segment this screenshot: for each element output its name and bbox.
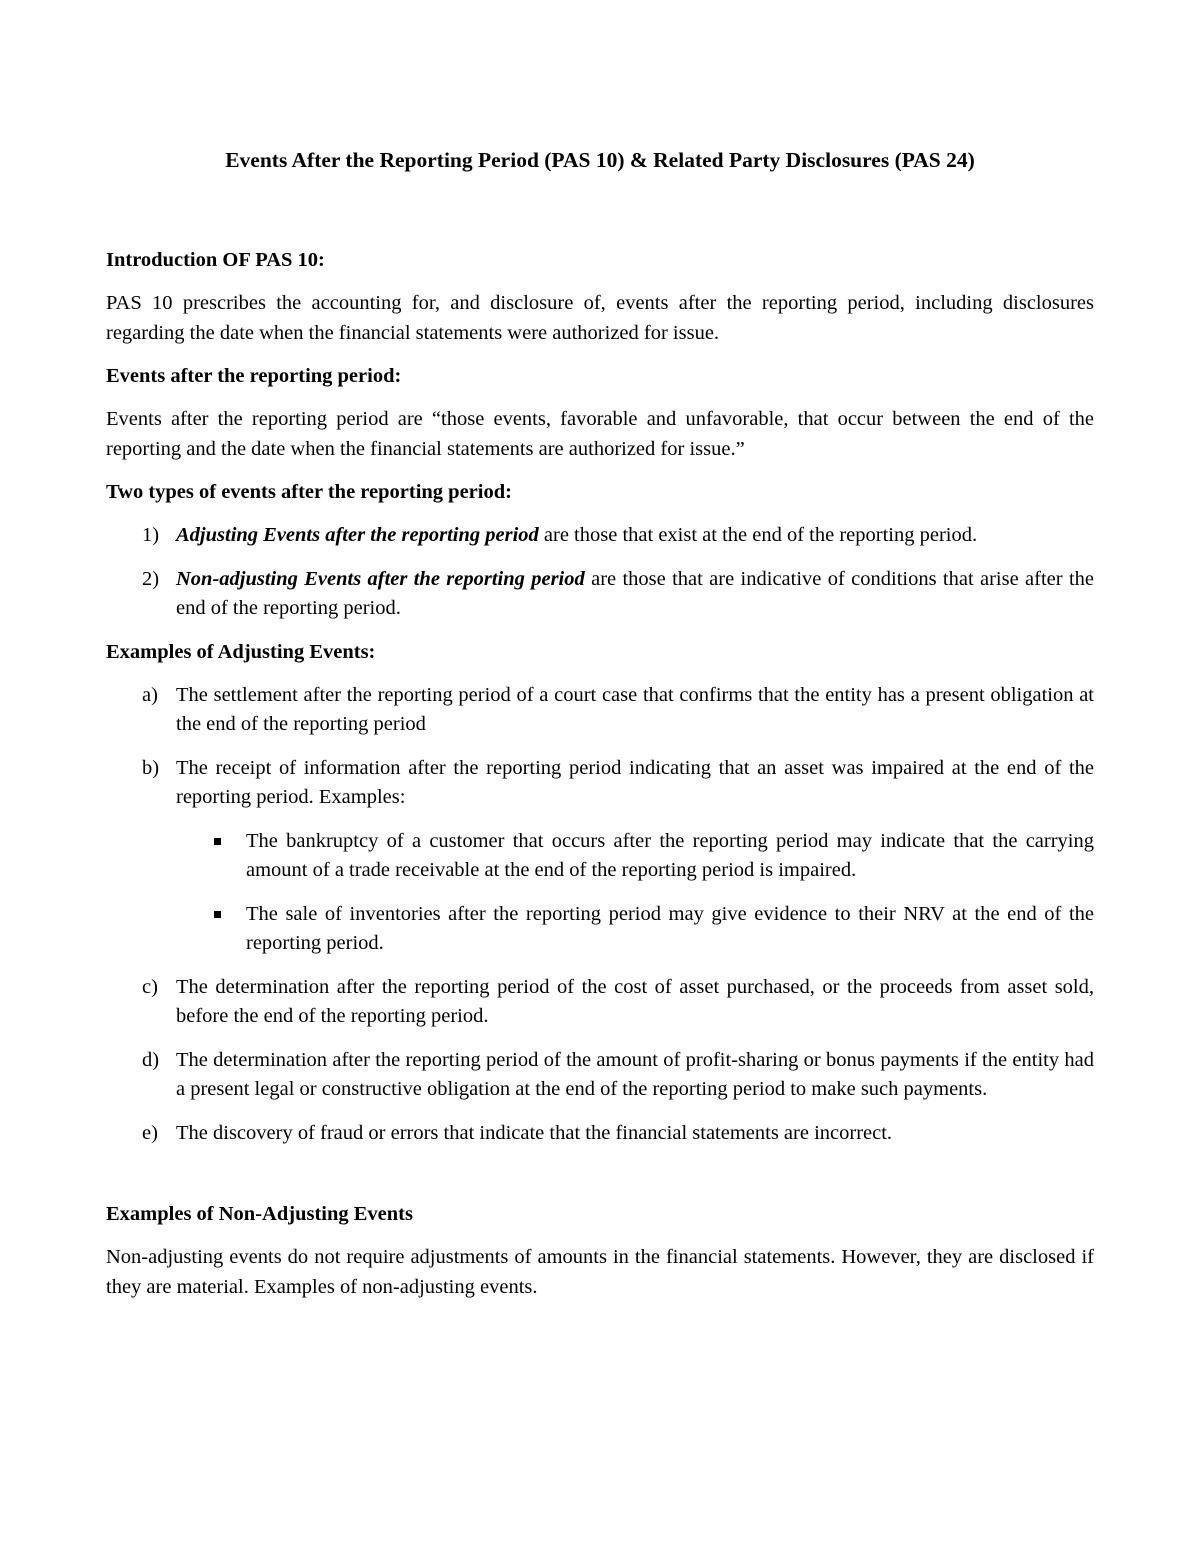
definition-paragraph: Events after the reporting period are “those events, favorable and unfavorable, that occur between the end of the reporting and the date when the financial statements are authorized for issue.” — [106, 408, 1094, 460]
bullet-text: The sale of inventories after the reporting period may give evidence to their NRV at the end of the reporting period. — [246, 902, 1094, 954]
list-item — [106, 1119, 1094, 1149]
term-adjusting: Adjusting Events after the reporting period — [176, 524, 539, 546]
types-heading: Two types of events after the reporting period: — [106, 481, 512, 503]
term-description: are those that exist at the end of the reporting period. — [538, 524, 978, 546]
list-item-text: The determination after the reporting period of the cost of asset purchased, or the proceeds from asset sold, before the end of the reporting period. — [176, 975, 1094, 1027]
list-item-text: The discovery of fraud or errors that indicate that the financial statements are incorrect. — [176, 1121, 893, 1144]
adjusting-examples-list — [106, 681, 1094, 1149]
document-title: Events After the Reporting Period (PAS 10) & Related Party Disclosures (PAS 24) — [225, 148, 975, 172]
list-marker: e) — [142, 1121, 158, 1144]
square-bullet-icon — [214, 838, 221, 845]
list-item — [106, 565, 1094, 624]
square-bullet-icon — [214, 911, 221, 918]
list-marker: 2) — [142, 567, 160, 590]
definition-heading: Events after the reporting period: — [106, 365, 402, 387]
types-list — [106, 521, 1094, 624]
list-item — [106, 973, 1094, 1032]
list-item-text: The determination after the reporting period of the amount of profit-sharing or bonus payments if the entity had a present legal or constructive obligation at the end of the reporting period to make such payments. — [176, 1048, 1094, 1100]
list-item-text: The settlement after the reporting period of a court case that confirms that the entity has a present obligation at the end of the reporting period — [176, 683, 1094, 735]
list-marker: b) — [142, 756, 160, 779]
list-item — [106, 521, 1094, 551]
term-description: are those that are indicative of conditions that arise after the end of the reporting period. — [176, 567, 1094, 619]
sub-bullet-list — [176, 827, 1094, 959]
list-item-text: The receipt of information after the reporting period indicating that an asset was impaired at the end of the reporting period. Examples: — [176, 756, 1094, 808]
list-item — [106, 681, 1094, 740]
bullet-item — [176, 900, 1094, 959]
non-adjusting-paragraph: Non-adjusting events do not require adjustments of amounts in the financial statements. However, they are disclosed if they are material. Examples of non-adjusting events. — [106, 1246, 1094, 1298]
intro-paragraph: PAS 10 prescribes the accounting for, and disclosure of, events after the reporting period, including disclosures regarding the date when the financial statements were authorized for issue. — [106, 292, 1094, 344]
list-marker: d) — [142, 1048, 160, 1071]
list-marker: a) — [142, 683, 158, 706]
list-marker: 1) — [142, 524, 160, 546]
section-spacer — [106, 1162, 1094, 1200]
intro-heading: Introduction OF PAS 10: — [106, 249, 325, 271]
non-adjusting-heading: Examples of Non-Adjusting Events — [106, 1203, 413, 1225]
bullet-item — [176, 827, 1094, 886]
bullet-text: The bankruptcy of a customer that occurs after the reporting period may indicate that the carrying amount of a trade receivable at the end of the reporting period is impaired. — [246, 829, 1094, 881]
list-item — [106, 754, 1094, 959]
list-item — [106, 1046, 1094, 1105]
adjusting-heading: Examples of Adjusting Events: — [106, 640, 376, 663]
term-non-adjusting: Non-adjusting Events after the reporting period — [176, 567, 585, 590]
document-page — [106, 142, 1094, 1316]
list-marker: c) — [142, 975, 158, 998]
